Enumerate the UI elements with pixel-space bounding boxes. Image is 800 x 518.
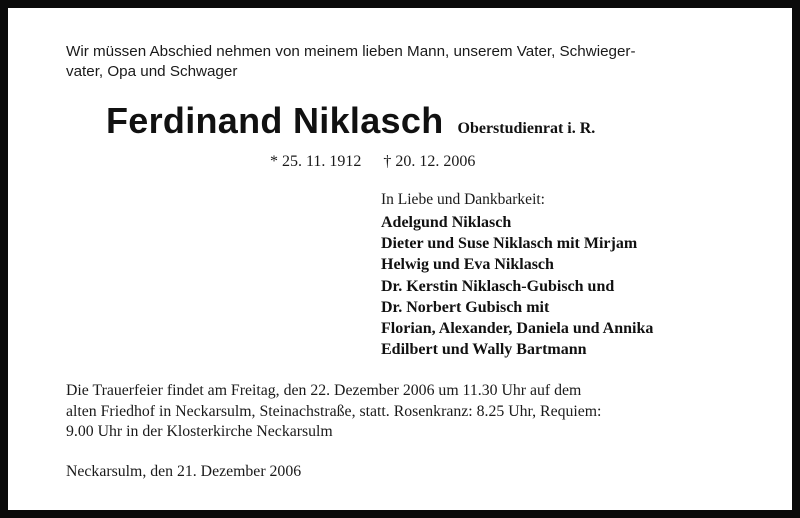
intro-text xyxy=(66,42,746,82)
funeral-info xyxy=(66,381,756,443)
mourner-name: Dr. Kerstin Niklasch-Gubisch und xyxy=(381,277,615,295)
mourner-name: Dieter und Suse Niklasch mit Mirjam xyxy=(381,235,638,253)
mourner-name: Dr. Norbert Gubisch mit xyxy=(381,298,550,316)
mourner-name: Adelgund Niklasch xyxy=(381,214,512,231)
birth-date: * 25. 11. 1912 xyxy=(270,153,362,170)
intro-line-2: vater, Opa und Schwager xyxy=(66,63,238,80)
mourner-name: Helwig und Eva Niklasch xyxy=(381,256,554,274)
intro-line-1: Wir müssen Abschied nehmen von meinem lieben Mann, unserem Vater, Schwieger- xyxy=(66,43,636,60)
funeral-line-3: 9.00 Uhr in der Klosterkirche Neckarsulm xyxy=(66,423,333,440)
deceased-title: Oberstudienrat i. R. xyxy=(457,120,596,137)
funeral-line-2: alten Friedhof in Neckarsulm, Steinachstraße, statt. Rosenkranz: 8.25 Uhr, Requiem: xyxy=(66,402,602,420)
place-and-date: Neckarsulm, den 21. Dezember 2006 xyxy=(66,463,302,480)
life-dates xyxy=(270,153,475,171)
mourners-block xyxy=(381,190,781,360)
funeral-line-1: Die Trauerfeier findet am Freitag, den 22. Dezember 2006 um 11.30 Uhr auf dem xyxy=(66,382,582,399)
deceased-heading xyxy=(106,100,746,142)
mourners-heading: In Liebe und Dankbarkeit: xyxy=(381,191,545,208)
mourner-name: Florian, Alexander, Daniela und Annika xyxy=(381,320,654,338)
death-date: † 20. 12. 2006 xyxy=(383,153,476,170)
mourner-name: Edilbert und Wally Bartmann xyxy=(381,341,587,359)
mourners-list xyxy=(381,212,781,360)
deceased-name: Ferdinand Niklasch xyxy=(106,100,444,141)
